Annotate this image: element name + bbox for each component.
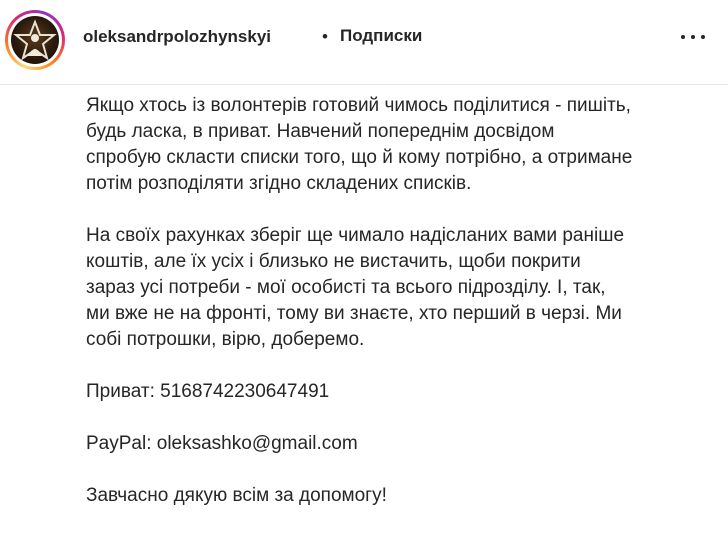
caption-line: На своїх рахунках зберіг ще чимало надісланих вами раніше bbox=[86, 225, 625, 246]
caption-line: ми вже не на фронті, тому ви знаєте, хто перший в черзі. Ми bbox=[86, 303, 622, 324]
caption-line: спробую скласти списки того, що й кому потрібно, а отримане bbox=[86, 147, 633, 168]
paragraph-gap bbox=[86, 353, 716, 379]
star-emblem-icon bbox=[11, 16, 59, 64]
caption-line: Якщо хтось із волонтерів готовий чимось поділитися - пишіть, bbox=[86, 95, 631, 116]
paragraph-gap bbox=[86, 457, 716, 483]
paragraph-gap bbox=[86, 197, 716, 223]
avatar-image bbox=[11, 16, 59, 64]
caption-line: коштів, але їх усіх і близько не вистачить, щоби покрити bbox=[86, 251, 581, 272]
caption-line: потім розподіляти згідно складених списків. bbox=[86, 173, 472, 194]
more-horizontal-icon[interactable] bbox=[680, 32, 706, 42]
avatar-border bbox=[8, 13, 62, 67]
username-link[interactable]: oleksandrpolozhynskyi bbox=[83, 27, 271, 46]
caption-line: собі потрошки, вірю, доберемо. bbox=[86, 329, 365, 350]
post-header bbox=[0, 0, 728, 85]
caption-line: будь ласка, в приват. Навчений попереднім досвідом bbox=[86, 121, 555, 142]
caption-line: зараз усі потреби - мої особисті та всього підрозділу. І, так, bbox=[86, 277, 606, 298]
avatar[interactable] bbox=[5, 10, 65, 70]
separator-dot: • bbox=[322, 27, 328, 46]
privat-card-line: Приват: 5168742230647491 bbox=[86, 381, 330, 402]
following-button[interactable]: Подписки bbox=[340, 26, 423, 45]
paragraph-gap bbox=[86, 405, 716, 431]
post-caption bbox=[86, 93, 716, 509]
thanks-line: Завчасно дякую всім за допомогу! bbox=[86, 485, 387, 506]
paypal-line: PayPal: oleksashko@gmail.com bbox=[86, 433, 358, 454]
